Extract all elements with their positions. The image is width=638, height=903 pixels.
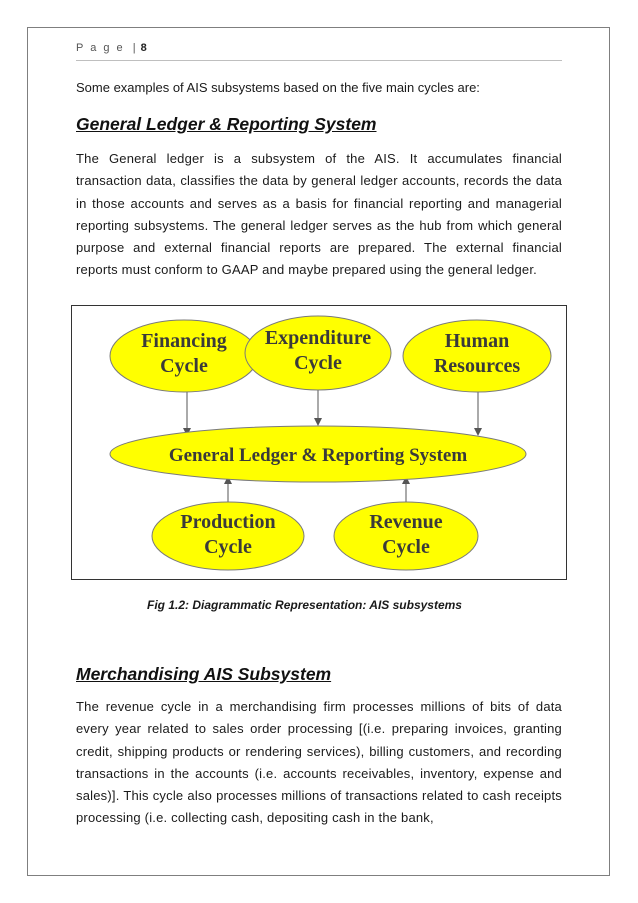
node-financing-line2: Cycle xyxy=(160,355,208,377)
section-heading-general-ledger: General Ledger & Reporting System xyxy=(76,114,377,134)
page-header xyxy=(76,42,147,54)
diagram-canvas xyxy=(72,306,566,579)
node-human-line1: Human xyxy=(444,330,510,352)
node-production-cycle xyxy=(152,502,304,570)
page-label: P a g e xyxy=(76,42,125,54)
node-revenue-line1: Revenue xyxy=(369,511,443,533)
page-separator: | xyxy=(132,42,136,54)
intro-text: Some examples of AIS subsystems based on the five main cycles are: xyxy=(76,80,480,95)
node-production-line2: Cycle xyxy=(204,536,252,558)
figure-caption: Fig 1.2: Diagrammatic Representation: AIS subsystems xyxy=(147,598,462,612)
page-number: 8 xyxy=(140,42,147,54)
node-revenue-cycle xyxy=(334,502,478,570)
node-financing-line1: Financing xyxy=(141,330,227,352)
header-rule xyxy=(76,60,562,61)
node-financing-cycle xyxy=(110,320,258,392)
section-heading-merchandising: Merchandising AIS Subsystem xyxy=(76,664,332,684)
node-general-ledger xyxy=(110,426,526,482)
node-expenditure-line1: Expenditure xyxy=(264,327,372,349)
node-production-line1: Production xyxy=(180,511,276,533)
ais-subsystems-diagram xyxy=(71,305,567,580)
node-revenue-line2: Cycle xyxy=(382,536,430,558)
section-body-general-ledger: The General ledger is a subsystem of the AIS. It accumulates financial transaction data, classifies the data by general ledger accounts, records the data in those accounts and serves as a basis for financial reporting and managerial reporting subsystems. The general ledger serves as the hub from which general purpose and external financial reports are prepared. The external financial reports must conform to GAAP and maybe prepared using the general ledger. xyxy=(76,151,562,278)
node-expenditure-cycle xyxy=(245,316,391,390)
node-expenditure-line2: Cycle xyxy=(294,352,342,374)
node-human-resources xyxy=(403,320,551,392)
node-general-ledger-label: General Ledger & Reporting System xyxy=(168,445,468,466)
section-body-merchandising: The revenue cycle in a merchandising firm processes millions of bits of data every year related to sales order processing [(i.e. preparing invoices, granting credit, shipping products or rendering services), billing customers, and recording transactions in the accounts (i.e. accounts receivables, inventory, expense and sales)]. This cycle also processes millions of transactions related to cash receipts processing (i.e. collecting cash, depositing cash in the bank, xyxy=(76,699,562,826)
node-human-line2: Resources xyxy=(433,355,521,377)
